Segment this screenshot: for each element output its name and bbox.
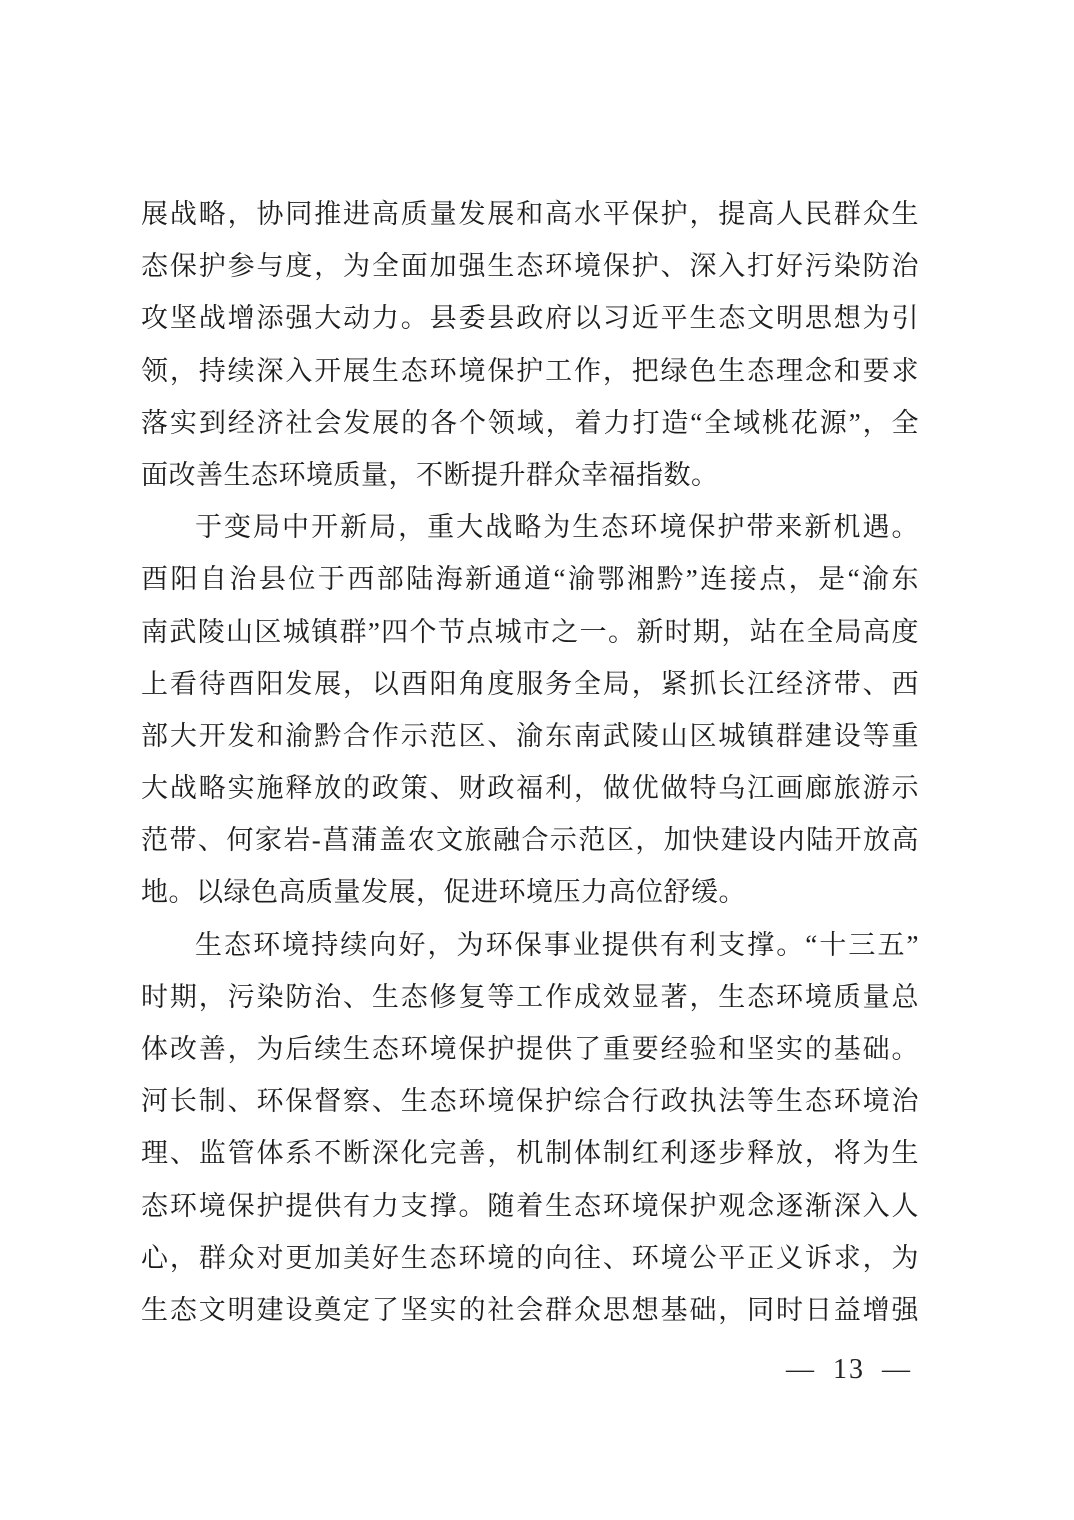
text-line: 河长制、环保督察、生态环境保护综合行政执法等生态环境治 bbox=[141, 1086, 919, 1117]
text-line: 落实到经济社会发展的各个领域，着力打造“全域桃花源”，全 bbox=[141, 407, 919, 438]
text-line: 展战略，协同推进高质量发展和高水平保护，提高人民群众生 bbox=[141, 199, 919, 229]
text-line: 时期，污染防治、生态修复等工作成效显著，生态环境质量总 bbox=[141, 981, 919, 1012]
text-line: 范带、何家岩-菖蒲盖农文旅融合示范区，加快建设内陆开放高 bbox=[141, 825, 919, 856]
text-line: 南武陵山区城镇群”四个节点城市之一。新时期，站在全局高度 bbox=[141, 616, 919, 647]
text-line: 地。以绿色高质量发展，促进环境压力高位舒缓。 bbox=[141, 877, 746, 908]
text-line: 部大开发和渝黔合作示范区、渝东南武陵山区城镇群建设等重 bbox=[141, 720, 919, 751]
text-line: 于变局中开新局，重大战略为生态环境保护带来新机遇。 bbox=[195, 512, 919, 543]
text-line: 大战略实施释放的政策、财政福利，做优做特乌江画廊旅游示 bbox=[141, 773, 919, 804]
text-line: 生态文明建设奠定了坚实的社会群众思想基础，同时日益增强 bbox=[141, 1294, 919, 1325]
document-text-block bbox=[141, 188, 919, 1336]
text-line: 酉阳自治县位于西部陆海新通道“渝鄂湘黔”连接点，是“渝东 bbox=[141, 564, 919, 595]
text-line: 攻坚战增添强大动力。县委县政府以习近平生态文明思想为引 bbox=[141, 303, 919, 334]
text-line: 态环境保护提供有力支撑。随着生态环境保护观念逐渐深入人 bbox=[141, 1190, 919, 1221]
text-line: 体改善，为后续生态环境保护提供了重要经验和坚实的基础。 bbox=[141, 1034, 919, 1064]
text-line: 心，群众对更加美好生态环境的向往、环境公平正义诉求，为 bbox=[141, 1242, 919, 1273]
text-line: 领，持续深入开展生态环境保护工作，把绿色生态理念和要求 bbox=[141, 355, 919, 386]
page-number: — 13 — bbox=[786, 1354, 912, 1385]
text-line: 态保护参与度，为全面加强生态环境保护、深入打好污染防治 bbox=[141, 251, 919, 282]
text-line: 面改善生态环境质量，不断提升群众幸福指数。 bbox=[141, 459, 719, 490]
text-line: 理、监管体系不断深化完善，机制体制红利逐步释放，将为生 bbox=[141, 1138, 919, 1169]
page-footer bbox=[786, 1348, 912, 1392]
text-line: 生态环境持续向好，为环保事业提供有利支撑。“十三五” bbox=[195, 929, 919, 960]
text-line: 上看待酉阳发展，以酉阳角度服务全局，紧抓长江经济带、西 bbox=[141, 668, 919, 699]
